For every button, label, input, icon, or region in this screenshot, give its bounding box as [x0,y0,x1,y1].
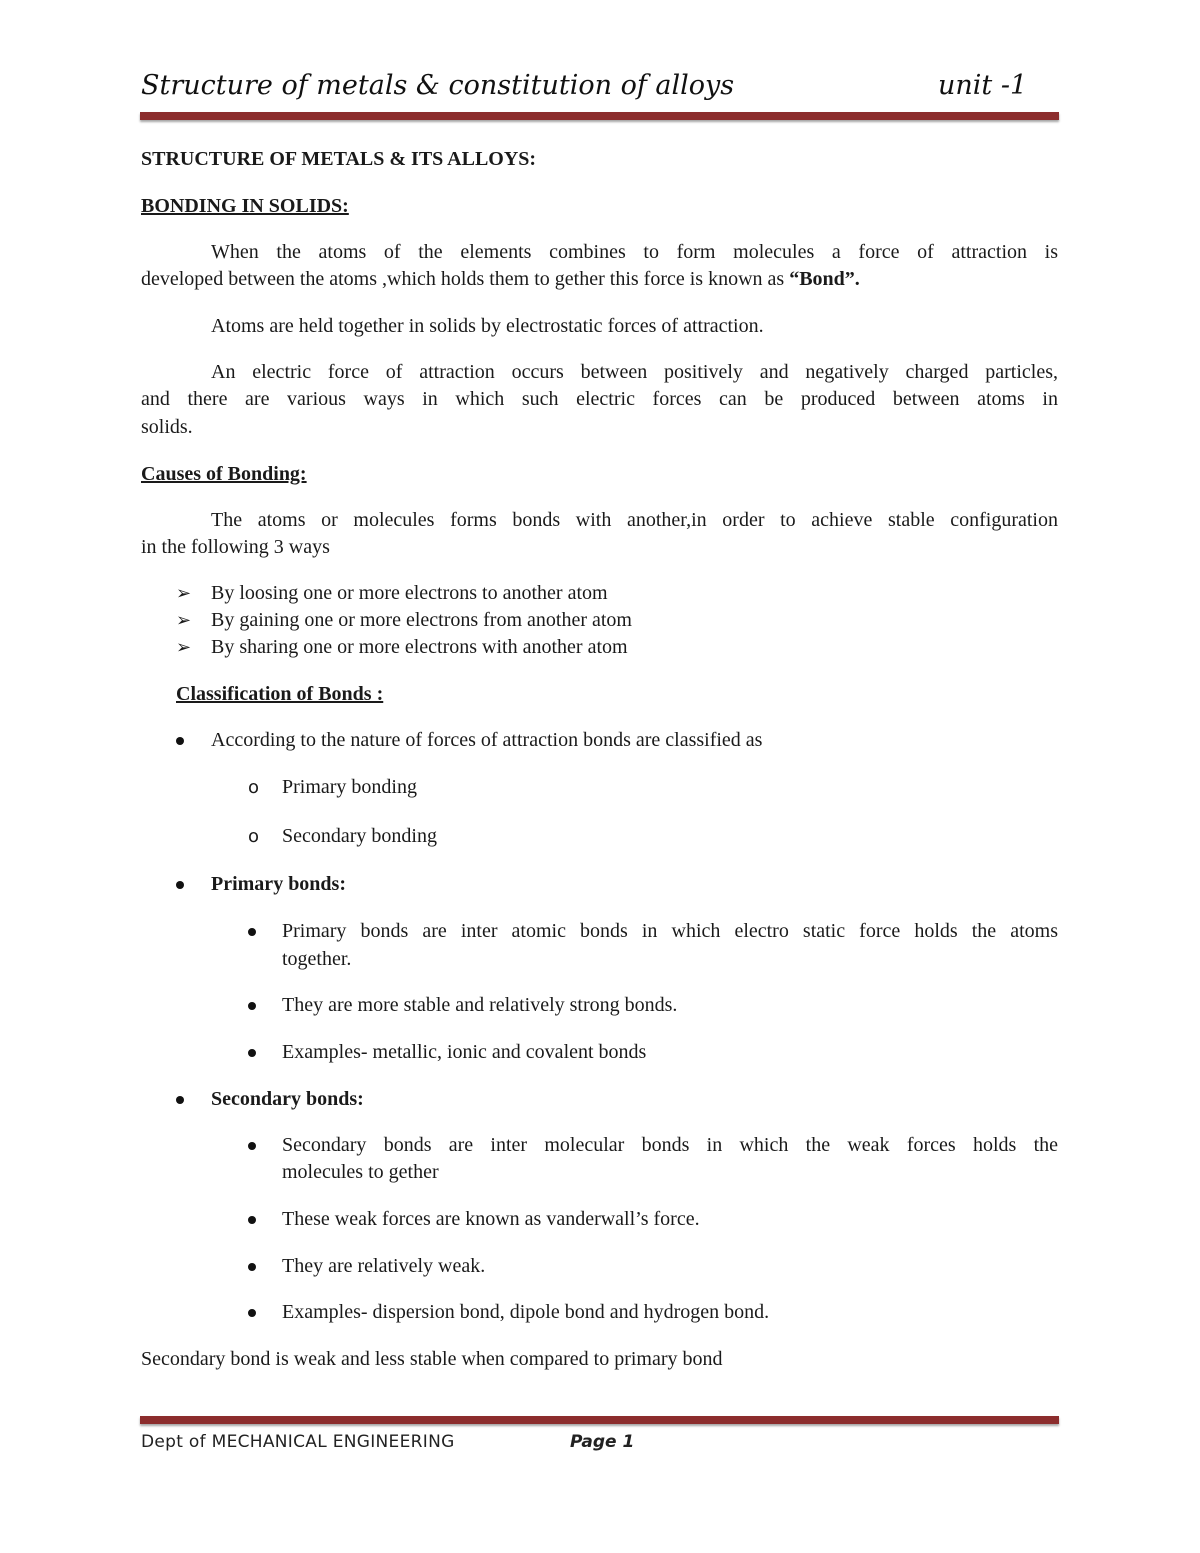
footer-department: Dept of MECHANICAL ENGINEERING [141,1432,455,1452]
paragraph-bond-line2 [141,266,860,293]
classification-type: Secondary bonding [282,825,437,847]
secondary-item: These weak forces are known as vanderwall’s force. [282,1208,700,1230]
section-heading-bonding: BONDING IN SOLIDS: [141,195,349,217]
secondary-item: Examples- dispersion bond, dipole bond and hydrogen bond. [282,1301,770,1323]
secondary-item-line2: molecules to gether [282,1161,439,1183]
arrow-bullet-icon: ➢ [176,637,192,658]
secondary-item-line1: Secondary bonds are inter molecular bonds in which the weak forces holds the [282,1134,1058,1156]
classification-intro: According to the nature of forces of attraction bonds are classified as [211,729,763,751]
classification-type: Primary bonding [282,776,417,798]
primary-bonds-heading: Primary bonds: [211,873,346,895]
section-heading-classification: Classification of Bonds : [176,683,384,705]
primary-item-line1: Primary bonds are inter atomic bonds in which electro static force holds the atoms [282,920,1058,942]
section-heading-causes: Causes of Bonding: [141,463,307,485]
hollow-bullet-icon: o [248,826,260,847]
bullet-dot-icon [248,1142,256,1150]
secondary-item: They are relatively weak. [282,1255,486,1277]
bullet-dot-icon [248,928,256,936]
list-item-cause: By gaining one or more electrons from another atom [211,609,632,631]
list-item-cause: By loosing one or more electrons to another atom [211,582,608,604]
footer-rule [140,1416,1059,1424]
bond-term: “Bond”. [789,268,860,290]
header-rule [140,112,1059,120]
bullet-dot-icon [248,1216,256,1224]
paragraph-causes-line2: in the following 3 ways [141,536,330,558]
paragraph-electric-force-line3: solids. [141,416,193,438]
paragraph-electrostatic: Atoms are held together in solids by electrostatic forces of attraction. [211,315,764,337]
primary-item: They are more stable and relatively strong bonds. [282,994,678,1016]
paragraph-causes-line1: The atoms or molecules forms bonds with another,in order to achieve stable configuration [211,509,1058,531]
bullet-dot-icon [248,1263,256,1271]
main-heading: STRUCTURE OF METALS & ITS ALLOYS: [141,148,537,170]
arrow-bullet-icon: ➢ [176,610,192,631]
hollow-bullet-icon: o [248,777,260,798]
bullet-dot-icon [248,1002,256,1010]
arrow-bullet-icon: ➢ [176,583,192,604]
bullet-dot-icon [176,737,184,745]
bullet-dot-icon [248,1309,256,1317]
primary-item-line2: together. [282,948,352,970]
primary-item: Examples- metallic, ionic and covalent bonds [282,1041,647,1063]
paragraph-electric-force-line1: An electric force of attraction occurs between positively and negatively charged particles, [211,361,1058,383]
paragraph-electric-force-line2: and there are various ways in which such electric forces can be produced between atoms in [141,388,1058,410]
list-item-cause: By sharing one or more electrons with another atom [211,636,628,658]
secondary-bonds-heading: Secondary bonds: [211,1088,364,1110]
paragraph-bond-line1: When the atoms of the elements combines to form molecules a force of attraction is [211,241,1058,263]
header-title: Structure of metals & constitution of alloys [141,70,735,101]
paragraph-bond-line2-text: developed between the atoms ,which holds them to gether this force is known as [141,268,790,290]
header-unit: unit -1 [938,70,1028,101]
bullet-dot-icon [248,1049,256,1057]
bullet-dot-icon [176,881,184,889]
footer-page-number: Page 1 [570,1432,635,1452]
closing-statement: Secondary bond is weak and less stable when compared to primary bond [141,1348,723,1370]
bullet-dot-icon [176,1096,184,1104]
